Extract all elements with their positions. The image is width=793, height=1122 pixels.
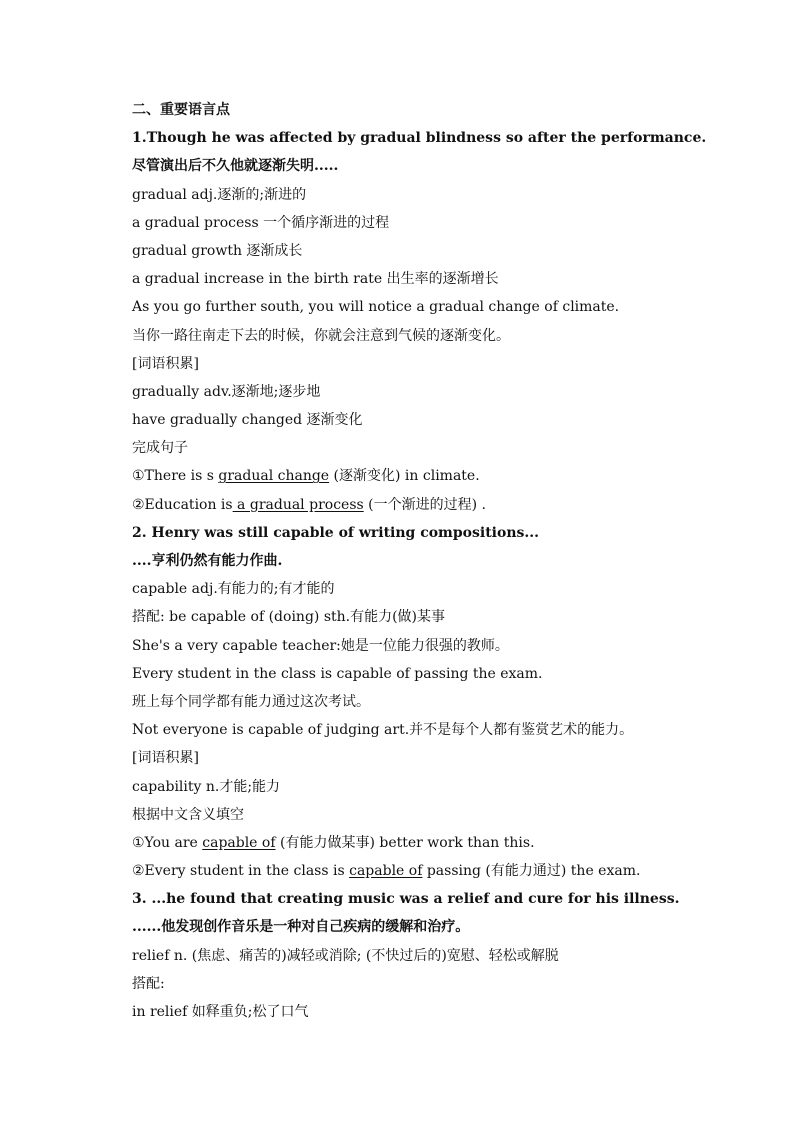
question-prefix: ②Every student in the class is [132, 863, 350, 880]
document-page [132, 96, 707, 1026]
point-1-exercise-title: 完成句子 [132, 440, 188, 457]
question-answer: capable of [349, 863, 423, 880]
point-1-example-1: a gradual process 一个循序渐进的过程 [132, 214, 390, 231]
point-3-heading-en: 3. ...he found that creating music was a relief and cure for his illness. [132, 891, 680, 908]
question-prefix: ①There is s [132, 468, 219, 485]
point-3-example-1: in relief 如释重负;松了口气 [132, 1004, 309, 1020]
section-title: 二、重要语言点 [132, 102, 230, 118]
point-2-example-2-translation: 班上每个同学都有能力通过这次考试。 [132, 693, 370, 710]
point-1-definition: gradual adj.逐渐的;渐进的 [132, 186, 307, 203]
point-1-heading-zh: 尽管演出后不久他就逐渐失明..... [132, 158, 339, 175]
point-2-exercise-title: 根据中文含义填空 [132, 806, 244, 823]
question-suffix: (逐渐变化) in climate. [329, 468, 480, 485]
point-3-collocation-label: 搭配: [132, 975, 165, 992]
point-2-definition: capable adj.有能力的;有才能的 [132, 581, 335, 598]
point-2-question-1 [132, 829, 692, 857]
point-2-example-3: Not everyone is capable of judging art.并不是每个人都有鉴赏艺术的能力。 [132, 722, 634, 739]
question-answer: gradual change [218, 468, 330, 485]
point-1-example-4: As you go further south, you will notice a gradual change of climate. [132, 299, 620, 316]
point-2-heading-en: 2. Henry was still capable of writing compositions... [132, 524, 540, 541]
point-2-heading-zh: ....亨利仍然有能力作曲. [132, 553, 283, 569]
point-2-example-1: She's a very capable teacher:她是一位能力很强的教师。 [132, 637, 509, 654]
point-3-heading-zh: ......他发现创作音乐是一种对自己疾病的缓解和治疗。 [132, 919, 470, 936]
point-1-example-2: gradual growth 逐渐成长 [132, 242, 303, 259]
point-1-example-4-translation: 当你一路往南走下去的时候，你就会注意到气候的逐渐变化。 [132, 327, 510, 344]
point-2-collocation: 搭配: be capable of (doing) sth.有能力(做)某事 [132, 609, 446, 626]
point-1-heading-en: 1.Though he was affected by gradual blindness so after the performance. [132, 130, 707, 147]
point-2-vocab-1: capability n.才能;能力 [132, 778, 281, 795]
point-1-example-3: a gradual increase in the birth rate 出生率的逐渐增长 [132, 271, 499, 288]
point-2-question-2 [132, 857, 692, 885]
question-answer: a gradual process [232, 496, 364, 513]
point-2-example-2: Every student in the class is capable of passing the exam. [132, 665, 543, 682]
point-1-vocab-tag: [词语积累] [132, 355, 199, 372]
question-suffix: (一个渐进的过程) . [363, 496, 486, 513]
point-1-question-2 [132, 491, 692, 519]
question-answer: capable of [202, 834, 276, 851]
question-prefix: ②Education is [132, 496, 233, 513]
point-1-vocab-1: gradually adv.逐渐地;逐步地 [132, 383, 321, 400]
question-suffix: (有能力做某事) better work than this. [275, 834, 535, 851]
point-2-vocab-tag: [词语积累] [132, 750, 199, 767]
question-suffix: passing (有能力通过) the exam. [422, 863, 641, 880]
point-1-question-1 [132, 462, 692, 490]
point-3-definition: relief n. (焦虑、痛苦的)减轻或消除; (不快过后的)宽慰、轻松或解脱 [132, 947, 559, 964]
question-prefix: ①You are [132, 834, 203, 851]
point-1-vocab-2: have gradually changed 逐渐变化 [132, 412, 363, 429]
